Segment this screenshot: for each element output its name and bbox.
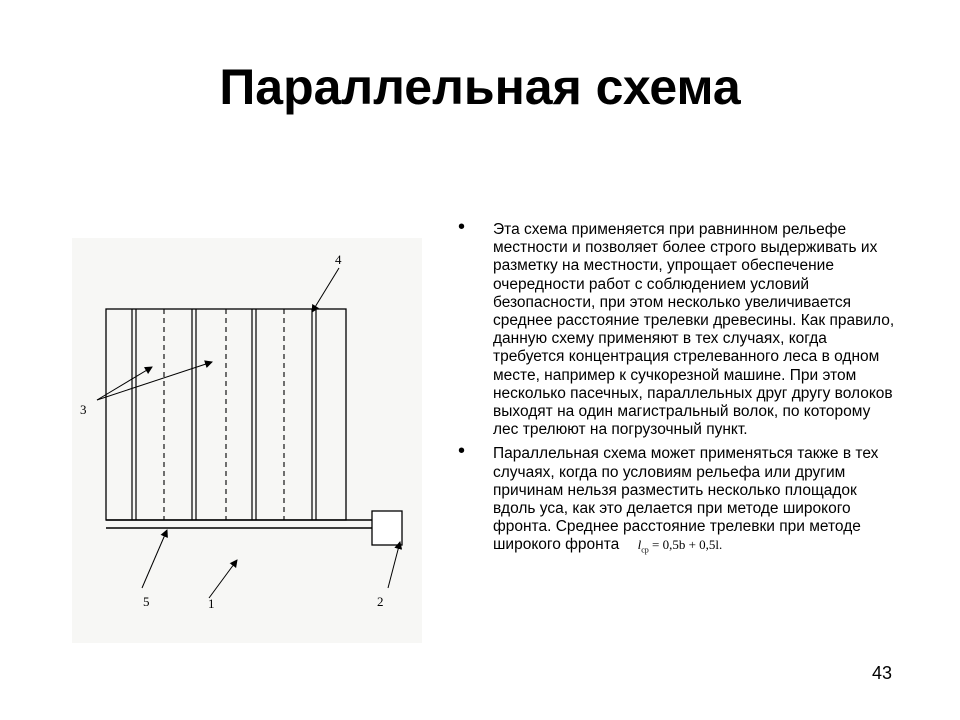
bullet-dot-icon: •: [458, 216, 466, 238]
bullet-dot-icon: •: [458, 440, 466, 463]
bullet-text: Эта схема применяется при равнинном рельефе местности и позволяет более строго выдерживать их разметку на местности, упрощает обеспечение очередности работ с соблюдением условий безопасности, при этом несколько увеличивается среднее расстояние трелевки древесины. Как правило, данную схему применяют в тех случаях, когда требуется концентрация стрелеванного леса в одном месте, например к сучкорезной машине. При этом несколько пасечных, параллельных друг другу волоков выходят на один магистральный волок, по которому лес трелюют на погрузочный пункт.: [493, 221, 895, 439]
bullet-text: Параллельная схема может применяться также в тех случаях, когда по условиям рельефа или другим причинам нельзя разместить несколько площадок вдоль уса, как это делается при методе широкого фронта. Среднее расстояние трелевки при методе широкого фронта: [493, 445, 879, 554]
formula-var: l: [637, 537, 642, 553]
formula-sub: ср: [641, 546, 649, 556]
arrow-1: [209, 560, 237, 598]
slide-title: Параллельная схема: [219, 59, 741, 115]
formula-rhs: = 0,5b + 0,5l.: [652, 537, 723, 553]
parallel-scheme-diagram: [72, 238, 422, 643]
arrow-3a: [97, 367, 152, 400]
label-2: 2: [377, 594, 384, 609]
main-trail: [106, 520, 372, 528]
bullet-item: [458, 440, 898, 560]
arrow-3b: [97, 362, 212, 400]
label-1: 1: [208, 596, 215, 611]
formula: [637, 537, 723, 556]
label-4: 4: [335, 252, 342, 267]
arrow-2: [388, 542, 400, 588]
bullet-item: [458, 216, 898, 439]
loading-point: [372, 511, 402, 545]
label-3: 3: [80, 402, 87, 417]
label-5: 5: [143, 594, 150, 609]
arrow-4: [312, 268, 339, 312]
page-number: 43: [872, 663, 893, 683]
strip-boundaries: [132, 309, 316, 520]
arrow-5: [142, 530, 167, 588]
diagram-svg: [72, 238, 422, 643]
skid-trails: [164, 309, 284, 520]
bullet-list: [458, 216, 898, 566]
